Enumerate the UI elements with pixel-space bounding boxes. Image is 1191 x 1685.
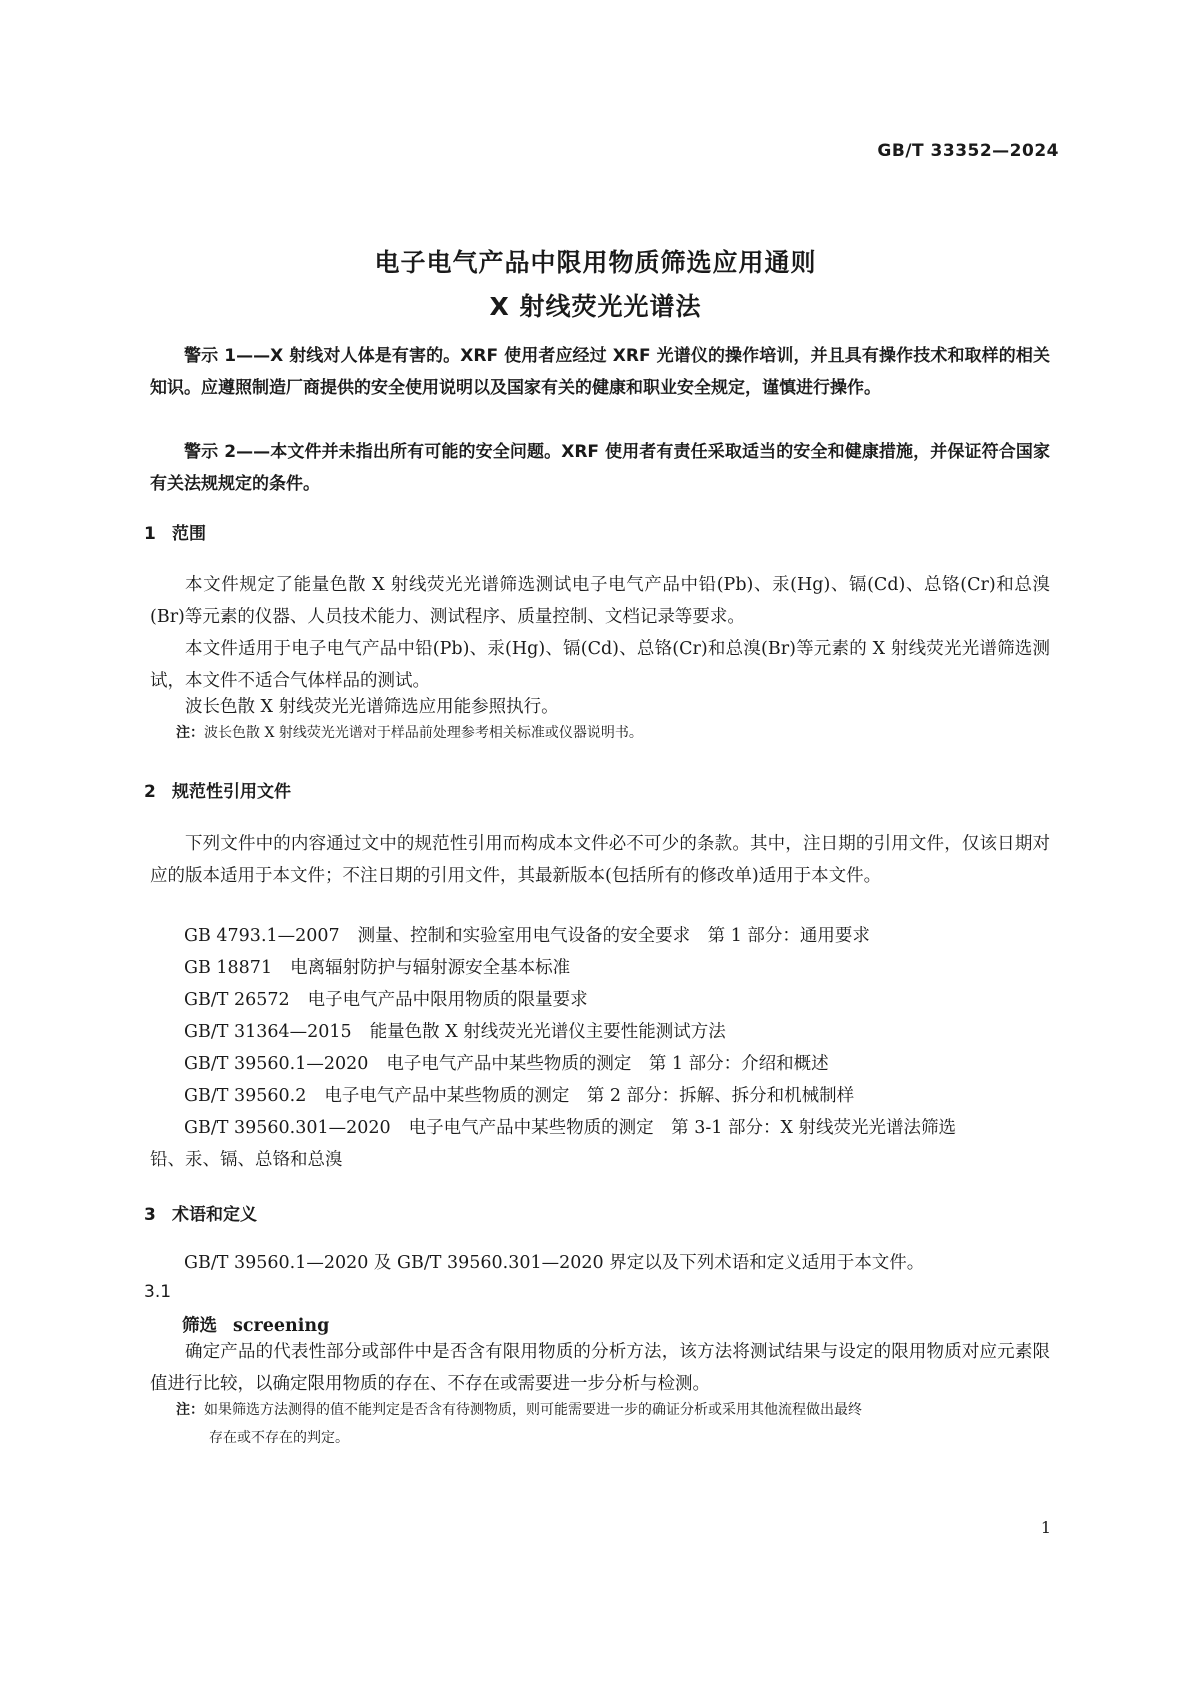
section-2-heading: [144, 777, 291, 802]
reference-title: 能量色散 X 射线荧光光谱仪主要性能测试方法: [369, 1022, 726, 1042]
note-text: 如果筛选方法测得的值不能判定是否含有待测物质，则可能需要进一步的确证分析或采用其他流程做出最终: [204, 1402, 862, 1418]
reference-item: [184, 1018, 726, 1043]
note-label: 注：: [176, 1402, 204, 1418]
section-2-title: 规范性引用文件: [172, 782, 291, 802]
section-3-intro: GB/T 39560.1—2020 及 GB/T 39560.301—2020 界定以及下列术语和定义适用于本文件。: [184, 1253, 925, 1273]
document-title-line1: 电子电气产品中限用物质筛选应用通则: [374, 248, 817, 277]
section-1-heading: [144, 519, 206, 544]
page-number: 1: [1040, 1518, 1051, 1537]
reference-code: GB/T 39560.1—2020: [184, 1054, 369, 1074]
reference-item: [184, 1050, 829, 1075]
warning-1: 警示 1——X 射线对人体是有害的。XRF 使用者应经过 XRF 光谱仪的操作培训，并且具有操作技术和取样的相关知识。应遵照制造厂商提供的安全使用说明以及国家有关的健康和职业安全规定，谨慎进行操作。: [150, 346, 1050, 398]
reference-continuation: 铅、汞、镉、总铬和总溴: [150, 1150, 343, 1170]
reference-title: 测量、控制和实验室用电气设备的安全要求 第 1 部分：通用要求: [357, 926, 870, 946]
term-definition: 确定产品的代表性部分或部件中是否含有限用物质的分析方法，该方法将测试结果与设定的限用物质对应元素限值进行比较，以确定限用物质的存在、不存在或需要进一步分析与检测。: [150, 1342, 1050, 1394]
section-1-title: 范围: [172, 524, 206, 544]
term-chinese: 筛选: [182, 1316, 217, 1336]
reference-code: GB 4793.1—2007: [184, 926, 340, 946]
reference-code: GB/T 39560.301—2020: [184, 1118, 391, 1138]
reference-code: GB 18871: [184, 958, 273, 978]
reference-code: GB/T 26572: [184, 990, 290, 1010]
section-1-para-3: 波长色散 X 射线荧光光谱筛选应用能参照执行。: [185, 697, 559, 717]
section-2-intro: 下列文件中的内容通过文中的规范性引用而构成本文件必不可少的条款。其中，注日期的引用文件，仅该日期对应的版本适用于本文件；不注日期的引用文件，其最新版本(包括所有的修改单)适用于本文件。: [150, 834, 1050, 886]
section-1-para-1: 本文件规定了能量色散 X 射线荧光光谱筛选测试电子电气产品中铅(Pb)、汞(Hg)、镉(Cd)、总铬(Cr)和总溴(Br)等元素的仪器、人员技术能力、测试程序、质量控制、文档记录等要求。: [150, 575, 1050, 627]
warning-2: 警示 2——本文件并未指出所有可能的安全问题。XRF 使用者有责任采取适当的安全和健康措施，并保证符合国家有关法规规定的条件。: [150, 442, 1050, 494]
reference-item: [184, 954, 570, 979]
section-1-para-2: 本文件适用于电子电气产品中铅(Pb)、汞(Hg)、镉(Cd)、总铬(Cr)和总溴(Br)等元素的 X 射线荧光光谱筛选测试，本文件不适合气体样品的测试。: [150, 639, 1050, 691]
section-3-number: 3: [144, 1205, 156, 1225]
section-2-number: 2: [144, 782, 156, 802]
reference-title: 电子电气产品中某些物质的测定 第 3-1 部分：X 射线荧光光谱法筛选: [408, 1118, 956, 1138]
note-line-2: 存在或不存在的判定。: [209, 1430, 349, 1446]
section-1-number: 1: [144, 524, 156, 544]
reference-title: 电子电气产品中限用物质的限量要求: [307, 990, 588, 1010]
section-3-heading: [144, 1200, 257, 1225]
document-title-line2: X 射线荧光光谱法: [489, 292, 702, 321]
section-3-title: 术语和定义: [172, 1205, 257, 1225]
reference-title: 电子电气产品中某些物质的测定 第 1 部分：介绍和概述: [386, 1054, 829, 1074]
note-line-1: [176, 1396, 1056, 1424]
reference-item: [184, 986, 588, 1011]
reference-item: [184, 1114, 956, 1139]
reference-code: GB/T 39560.2: [184, 1086, 307, 1106]
term-english: screening: [233, 1316, 330, 1336]
term-entry: [182, 1312, 329, 1337]
section-1-note: [176, 720, 643, 747]
reference-code: GB/T 31364—2015: [184, 1022, 352, 1042]
standard-code: GB/T 33352—2024: [877, 141, 1059, 161]
reference-item: [184, 922, 870, 947]
reference-title: 电子电气产品中某些物质的测定 第 2 部分：拆解、拆分和机械制样: [324, 1086, 855, 1106]
note-text: 波长色散 X 射线荧光光谱对于样品前处理参考相关标准或仪器说明书。: [204, 725, 643, 741]
term-number: 3.1: [144, 1282, 172, 1302]
section-3-note: [176, 1396, 1056, 1452]
reference-item: [184, 1082, 854, 1107]
reference-title: 电离辐射防护与辐射源安全基本标准: [290, 958, 571, 978]
note-label: 注：: [176, 725, 204, 741]
